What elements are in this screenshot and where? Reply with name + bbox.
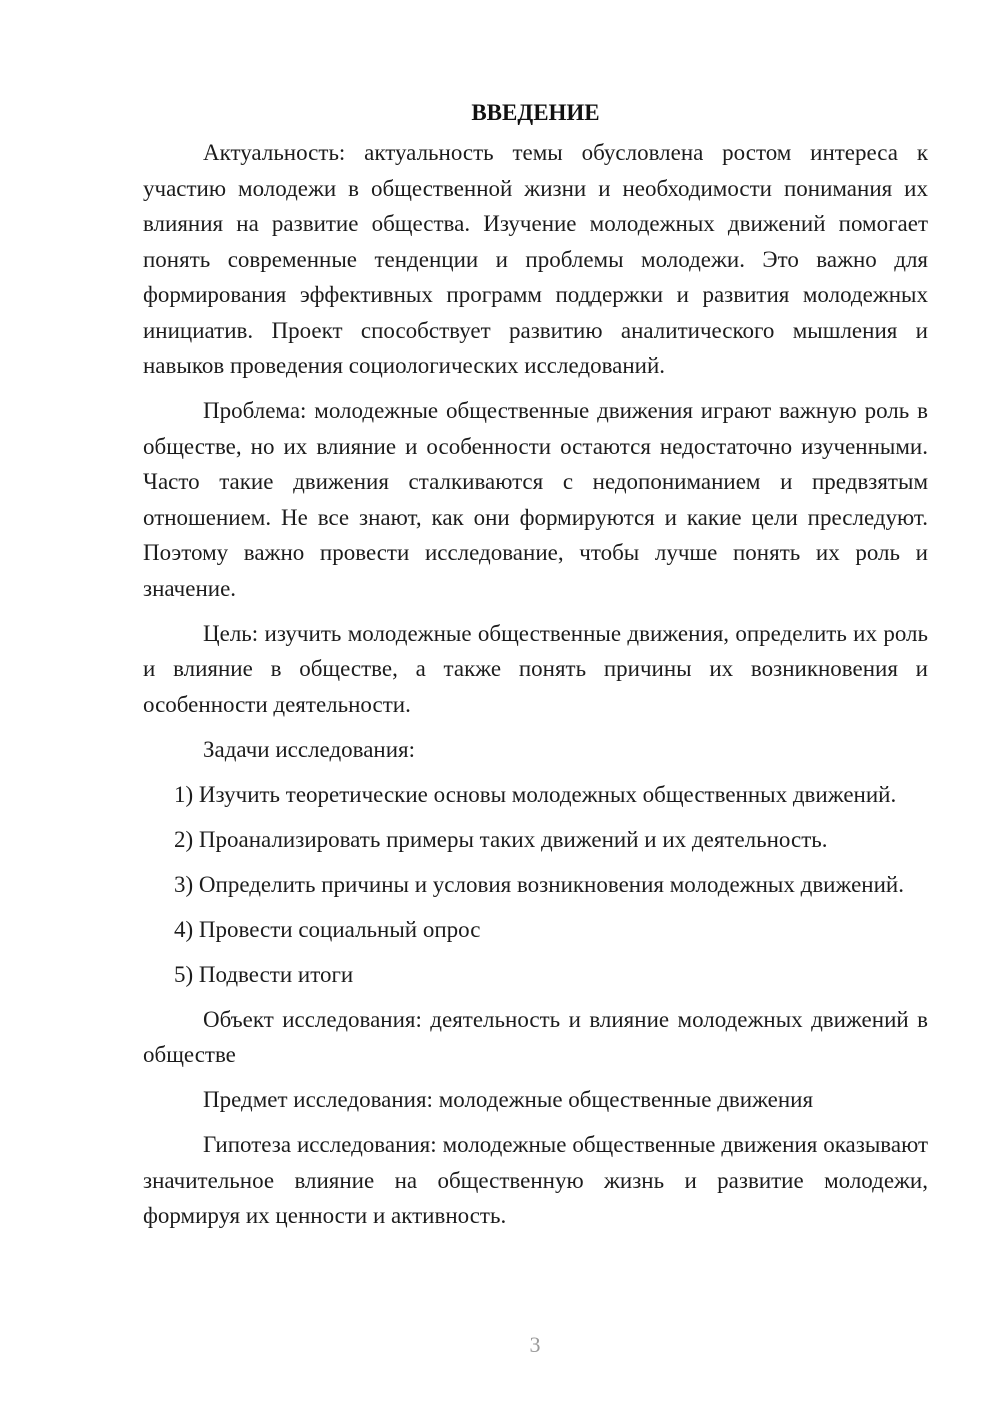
goal-paragraph: Цель: изучить молодежные общественные движения, определить их роль и влияние в обществе, а также понять причины их возникновения и особенности деятельности. — [143, 620, 928, 717]
page-number: 3 — [529, 1332, 541, 1357]
object-paragraph: Объект исследования: деятельность и влияние молодежных движений в обществе — [143, 1006, 928, 1067]
section-heading: ВВЕДЕНИЕ — [471, 100, 600, 125]
tasks-heading: Задачи исследования: — [203, 736, 416, 762]
task-item-4: 4) Провести социальный опрос — [174, 916, 481, 942]
task-item-2: 2) Проанализировать примеры таких движений и их деятельность. — [174, 826, 828, 852]
subject-paragraph: Предмет исследования: молодежные общественные движения — [203, 1087, 814, 1112]
task-item-1: 1) Изучить теоретические основы молодежных общественных движений. — [174, 781, 897, 807]
task-item-3: 3) Определить причины и условия возникновения молодежных движений. — [174, 871, 904, 897]
hypothesis-paragraph: Гипотеза исследования: молодежные общественные движения оказывают значительное влияние на общественную жизнь и развитие молодежи, формируя их ценности и активность. — [143, 1132, 928, 1228]
page-content — [143, 95, 928, 1243]
problem-paragraph: Проблема: молодежные общественные движения играют важную роль в обществе, но их влияние и особенности остаются недостаточно изученными. Часто такие движения сталкиваются с недопониманием и предвзятым отношением. Не все знают, как они формируются и какие цели преследуют. Поэтому важно провести исследование, чтобы лучше понять их роль и значение. — [143, 398, 928, 601]
task-item-5: 5) Подвести итоги — [174, 961, 354, 987]
relevance-paragraph: Актуальность: актуальность темы обусловлена ростом интереса к участию молодежи в общественной жизни и необходимости понимания их влияния на развитие общества. Изучение молодежных движений помогает понять современные тенденции и проблемы молодежи. Это важно для формирования эффективных программ поддержки и развития молодежных инициатив. Проект способствует развитию аналитического мышления и навыков проведения социологических исследований. — [143, 140, 928, 378]
